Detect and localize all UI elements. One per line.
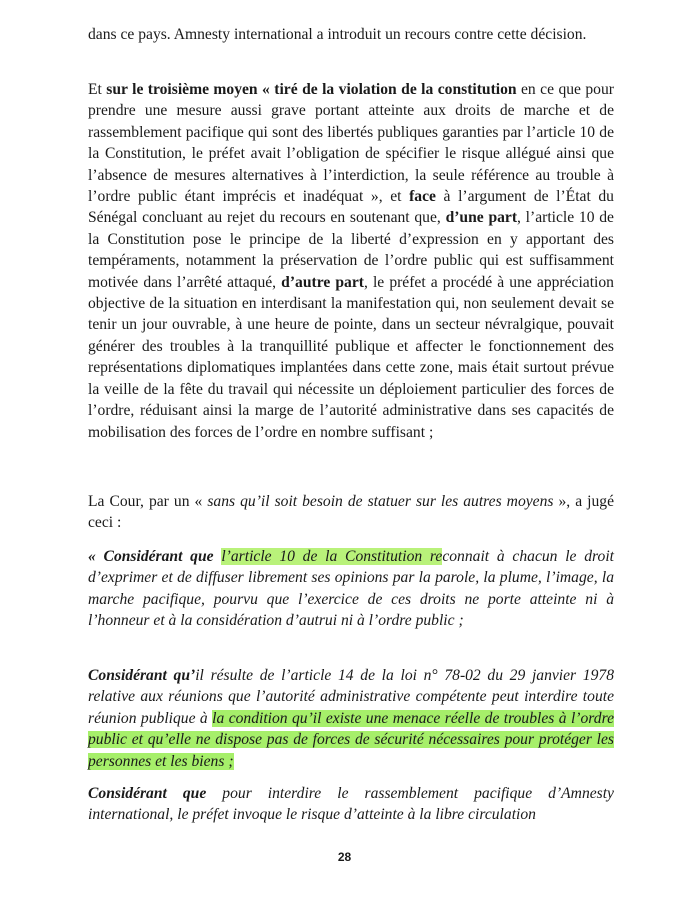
- p6-body: pour interdire le rassemblement pacifique d’Amnesty international, le préfet invoque le risque d’atteinte à la libre circulation: [88, 785, 614, 824]
- p3-tail: », a jugé ceci :: [88, 493, 614, 532]
- paragraph-1-text: dans ce pays. Amnesty international a introduit un recours contre cette décision.: [88, 26, 587, 43]
- p2-third-ground-heading: sur le troisième moyen « tiré de la violation de la constitution: [106, 81, 517, 98]
- p5-considerant-qu: Considérant qu’: [88, 667, 196, 684]
- p5-body: il résulte de l’article 14 de la loi n° 78-02 du 29 janvier 1978 relative aux réunions que l’autorité administrative compétente peut interdire toute réunion publique à: [88, 667, 614, 727]
- p2-body-4: , le préfet a procédé à une appréciation objective de la situation en interdisant la manifestation qui, non seulement devait se tenir un jour ouvrable, à une heure de pointe, dans un secteur névralgique, pouvait générer des troubles à la tranquillité publique et affecter le fonctionnement des représentations diplomatiques implantées dans cette zone, mais était surtout prévue la veille de la fête du travail qui nécessite un déploiement particulier des forces de l’ordre, réduisant ainsi la marge de l’autorité administrative dans ses capacités de mobilisation des forces de l’ordre en nombre suffisant ;: [88, 273, 614, 441]
- p3-italic-quote: sans qu’il soit besoin de statuer sur les autres moyens: [207, 493, 554, 510]
- paragraph-6: [88, 783, 614, 826]
- p2-body-1: en ce que pour prendre une mesure aussi grave portant atteinte aux droits de marche et de rassemblement pacifique qui sont des libertés publiques garanties par l’article 10 de la Constitution, le préfet avait l’obligation de spécifier le risque allégué ainsi que l’absence de mesures alternatives à l’interdiction, la seule référence au trouble à l’ordre public étant imprécis et inadéquat », et: [88, 81, 614, 206]
- p2-face-bold: face: [409, 188, 436, 206]
- page-number: 28: [337, 850, 352, 864]
- p2-dune-part-bold: d’une part: [445, 209, 518, 227]
- paragraph-1: [88, 24, 614, 45]
- paragraph-4: [88, 546, 614, 632]
- p5-highlighted-condition: la condition qu’il existe une menace réelle de troubles à l’ordre public et qu’elle ne dispose pas de forces de sécurité nécessaires pour protéger les personnes et les biens ;: [88, 709, 614, 770]
- p2-lead: Et: [88, 81, 107, 98]
- p6-considerant-que: Considérant que: [88, 785, 207, 802]
- p4-body: connait à chacun le droit d’exprimer et de diffuser librement ses opinions par la parole, la plume, l’image, la marche pacifique, pourvu que l’exercice de ces droits ne porte atteinte ni à l’honneur et à la considération d’autrui ni à l’ordre public ;: [88, 548, 614, 630]
- paragraph-2: [88, 79, 614, 443]
- paragraph-5: [88, 665, 614, 772]
- p3-lead: La Cour, par un «: [88, 493, 208, 510]
- p4-highlighted-article: l’article 10 de la Constitution re: [221, 548, 443, 565]
- p4-considerant-que: « Considérant que: [88, 548, 214, 565]
- p2-dautre-part-bold: d’autre part: [281, 273, 364, 291]
- paragraph-3: [88, 491, 614, 534]
- p2-body-2: à l’argument de l’État du Sénégal concluant au rejet du recours en soutenant que,: [88, 188, 614, 227]
- p2-body-3: , l’article 10 de la Constitution pose le principe de la liberté d’expression en y apportant des tempéraments, notamment la préservation de l’ordre public qui est suffisamment motivée dans l’arrêté attaqué,: [88, 209, 614, 291]
